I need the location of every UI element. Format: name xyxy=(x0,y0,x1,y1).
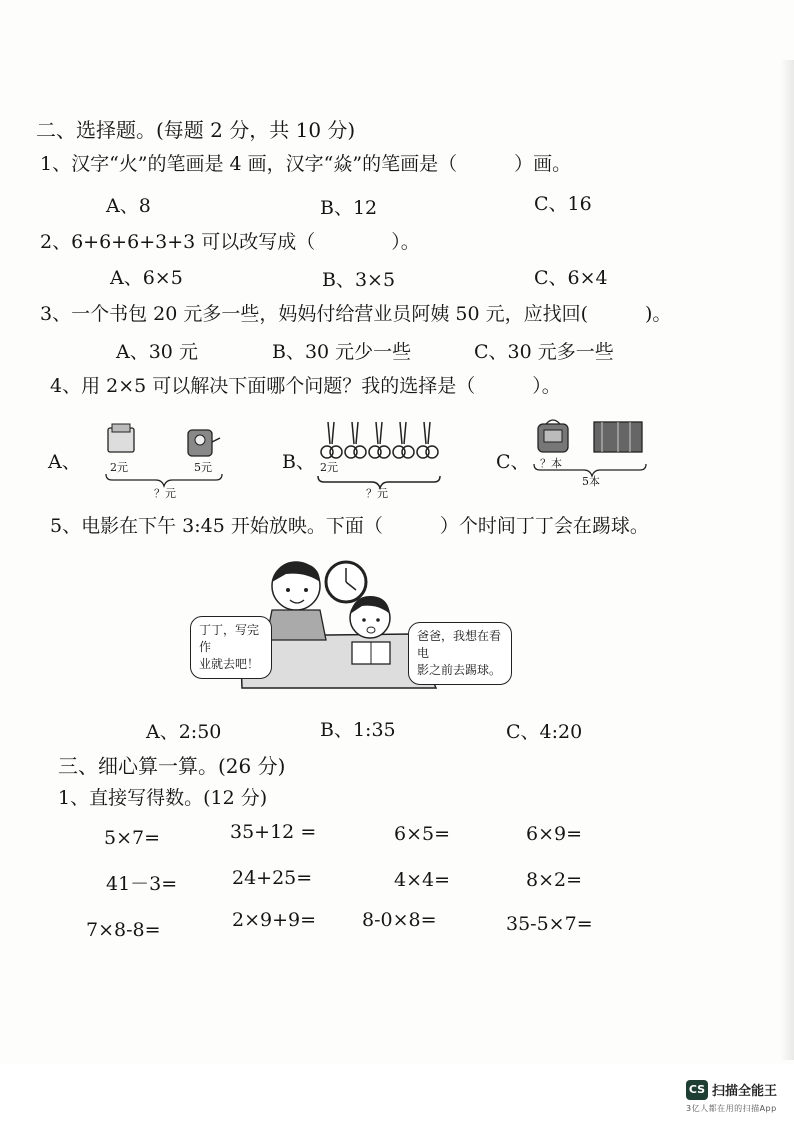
question-5: 5、电影在下午 3:45 开始放映。下面（ ）个时间丁丁会在踢球。 xyxy=(50,515,649,537)
calc-1-4: 6×9= xyxy=(526,823,583,845)
calc-3-4: 35-5×7= xyxy=(506,913,593,935)
q5-option-b: B、1:35 xyxy=(320,719,396,741)
q2-option-c: C、6×4 xyxy=(534,267,608,289)
calc-1-1: 5×7= xyxy=(104,827,161,849)
father-speech-line-1: 丁丁，写完作 xyxy=(199,623,260,654)
calc-2-4: 8×2= xyxy=(526,869,583,891)
father-speech-line-2: 业就去吧！ xyxy=(199,657,260,671)
q4-option-c: C、 xyxy=(496,451,530,473)
calc-2-1: 41－3= xyxy=(106,873,178,895)
q1-option-b: B、12 xyxy=(320,197,378,219)
boy-speech-line-1: 爸爸，我想在看电 xyxy=(417,629,502,660)
section-3-title: 三、细心算一算。(26 分) xyxy=(58,754,286,778)
scan-shadow xyxy=(780,60,794,1060)
calc-2-2: 24+25= xyxy=(232,867,313,889)
calc-3-1: 7×8-8= xyxy=(86,919,161,941)
q1-option-c: C、16 xyxy=(534,193,592,215)
q2-option-b: B、3×5 xyxy=(322,269,396,291)
section-3-sub-1: 1、直接写得数。(12 分) xyxy=(58,787,268,809)
question-3: 3、一个书包 20 元多一些，妈妈付给营业员阿姨 50 元，应找回( )。 xyxy=(40,303,672,325)
q5-option-a: A、2:50 xyxy=(146,721,222,743)
question-1: 1、汉字“火”的笔画是 4 画，汉字“焱”的笔画是（ ）画。 xyxy=(40,153,572,175)
q3-option-a: A、30 元 xyxy=(116,341,198,363)
scan-bottom-strip xyxy=(0,1064,794,1124)
calc-3-2: 2×9+9= xyxy=(232,909,317,931)
brand-tagline: 3亿人都在用的扫描App xyxy=(686,1104,777,1113)
fig-b-left-label: 2元 xyxy=(320,461,338,474)
fig-b-bottom-label: ？元 xyxy=(366,487,388,500)
q4-option-b: B、 xyxy=(282,451,315,473)
q4-option-a: A、 xyxy=(48,451,81,473)
q1-option-a: A、8 xyxy=(106,195,151,217)
fig-a-bottom-label: ？元 xyxy=(154,487,176,500)
father-speech-bubble xyxy=(190,616,272,679)
question-2: 2、6+6+6+3+3 可以改写成（ ）。 xyxy=(40,231,420,253)
q2-option-a: A、6×5 xyxy=(110,267,183,289)
calc-3-3: 8-0×8= xyxy=(362,909,437,931)
calc-1-2: 35+12 = xyxy=(230,821,317,843)
fig-c-left-label: ？本 xyxy=(540,457,562,470)
camscanner-logo-icon: CS xyxy=(686,1080,708,1100)
q5-option-c: C、4:20 xyxy=(506,721,583,743)
section-2-title: 二、选择题。(每题 2 分，共 10 分) xyxy=(36,118,356,142)
calc-2-3: 4×4= xyxy=(394,869,451,891)
boy-speech-line-2: 影之前去踢球。 xyxy=(417,663,502,677)
boy-speech-bubble xyxy=(408,622,512,685)
question-4: 4、用 2×5 可以解决下面哪个问题？我的选择是（ ）。 xyxy=(50,375,561,397)
q3-option-b: B、30 元少一些 xyxy=(272,341,412,363)
brand-name: 扫描全能王 xyxy=(712,1084,778,1099)
fig-a-left-label: 2元 xyxy=(110,461,128,474)
fig-c-bottom-label: 5本 xyxy=(582,475,600,488)
father-and-son-scene xyxy=(186,560,516,690)
fig-a-right-label: 5元 xyxy=(194,461,212,474)
q3-option-c: C、30 元多一些 xyxy=(474,341,614,363)
calc-1-3: 6×5= xyxy=(394,823,451,845)
